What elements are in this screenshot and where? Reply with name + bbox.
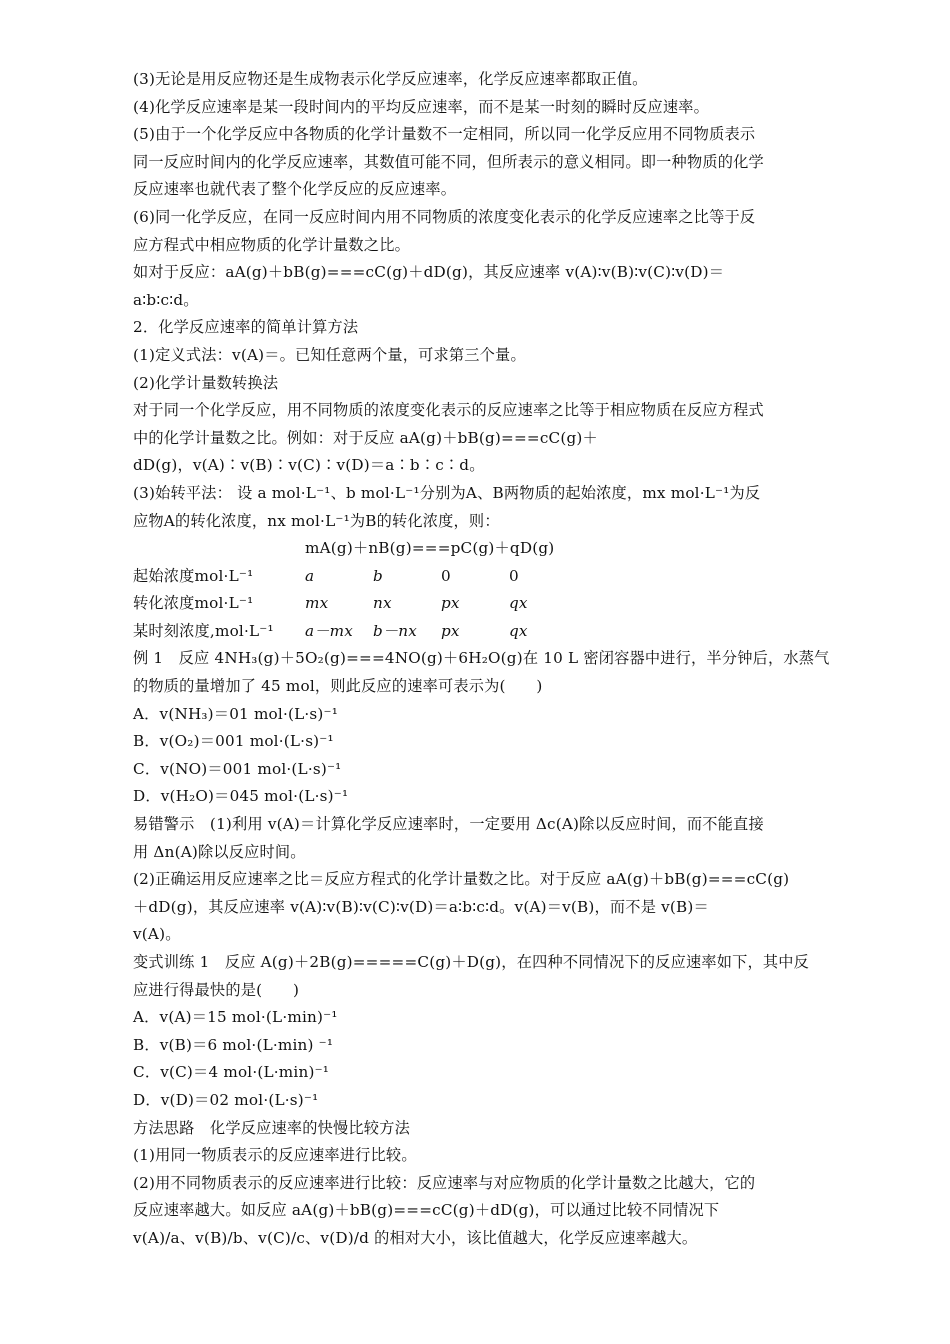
text-line: 反应速率越大。如反应 aA(g)＋bB(g)===cC(g)＋dD(g)，可以通过比较不同情况下: [133, 1201, 720, 1220]
row-label: 转化浓度mol·L⁻¹: [133, 594, 254, 613]
concentration-row-moment: [133, 618, 823, 646]
text-line: a∶b∶c∶d。: [133, 290, 199, 309]
warning-note: 易错警示 (1)利用 v(A)＝计算化学反应速率时，一定要用 Δc(A)除以反应时间，而不能直接: [133, 815, 764, 834]
text-line: (2)正确运用反应速率之比＝反应方程式的化学计量数之比。对于反应 aA(g)＋bB(g)===cC(g): [133, 870, 790, 889]
method-heading: 方法思路 化学反应速率的快慢比较方法: [133, 1118, 410, 1137]
option-b: B．v(O₂)＝001 mol·(L·s)⁻¹: [133, 732, 334, 751]
cell: b－nx: [373, 621, 418, 640]
cell: px: [441, 621, 460, 640]
option-a: A．v(NH₃)＝01 mol·(L·s)⁻¹: [133, 704, 339, 723]
text-line: (3)无论是用反应物还是生成物表示化学反应速率，化学反应速率都取正值。: [133, 70, 648, 88]
option-b: B．v(B)＝6 mol·(L·min) ⁻¹: [133, 1035, 334, 1054]
cell: px: [441, 594, 460, 613]
text-line: (5)由于一个化学反应中各物质的化学计量数不一定相同，所以同一化学反应用不同物质表示: [133, 125, 756, 144]
cell: qx: [509, 594, 528, 613]
text-line: (1)用同一物质表示的反应速率进行比较。: [133, 1146, 417, 1165]
cell: 0: [441, 566, 451, 585]
text-line: (2)用不同物质表示的反应速率进行比较：反应速率与对应物质的化学计量数之比越大，它的: [133, 1173, 756, 1192]
text-line: (3)始转平法： 设 a mol·L⁻¹、b mol·L⁻¹分别为A、B两物质的起始浓度，mx mol·L⁻¹为反: [133, 483, 761, 502]
text-line: 如对于反应：aA(g)＋bB(g)===cC(g)＋dD(g)，其反应速率 v(A)∶v(B)∶v(C)∶v(D)＝: [133, 263, 725, 282]
cell: a: [305, 566, 315, 585]
text-line: (4)化学反应速率是某一段时间内的平均反应速率，而不是某一时刻的瞬时反应速率。: [133, 97, 710, 116]
cell: b: [373, 566, 383, 585]
example-question: 例 1 反应 4NH₃(g)＋5O₂(g)===4NO(g)＋6H₂O(g)在 10 L 密闭容器中进行，半分钟后，水蒸气: [133, 649, 830, 668]
option-a: A．v(A)＝15 mol·(L·min)⁻¹: [133, 1008, 338, 1027]
text-line: (6)同一化学反应，在同一反应时间内用不同物质的浓度变化表示的化学反应速率之比等于反: [133, 207, 756, 226]
text-line: 应方程式中相应物质的化学计量数之比。: [133, 235, 410, 254]
text-line: 中的化学计量数之比。例如：对于反应 aA(g)＋bB(g)===cC(g)＋: [133, 428, 598, 447]
cell: 0: [509, 566, 519, 585]
row-label: 某时刻浓度,mol·L⁻¹: [133, 621, 274, 640]
row-label: 起始浓度mol·L⁻¹: [133, 566, 254, 585]
concentration-row-converted: [133, 590, 823, 618]
text-line: (2)化学计量数转换法: [133, 373, 279, 392]
option-c: C．v(C)＝4 mol·(L·min)⁻¹: [133, 1063, 330, 1082]
text-line: 应进行得最快的是( ): [133, 980, 300, 999]
cell: nx: [373, 594, 392, 613]
text-line: 用 Δn(A)除以反应时间。: [133, 842, 306, 861]
cell: mx: [305, 594, 329, 613]
exercise-question: 变式训练 1 反应 A(g)＋2B(g)=====C(g)＋D(g)，在四种不同情况下的反应速率如下，其中反: [133, 953, 810, 971]
option-c: C．v(NO)＝001 mol·(L·s)⁻¹: [133, 759, 342, 778]
text-line: 反应速率也就代表了整个化学反应的反应速率。: [133, 180, 457, 199]
text-line: dD(g)，v(A)∶v(B)∶v(C)∶v(D)＝a∶b∶c∶d。: [133, 456, 485, 475]
reaction-equation: mA(g)＋nB(g)===pC(g)＋qD(g): [305, 539, 555, 558]
text-line: 应物A的转化浓度，nx mol·L⁻¹为B的转化浓度，则：: [133, 511, 500, 530]
cell: qx: [509, 621, 528, 640]
text-line: ＋dD(g)，其反应速率 v(A)∶v(B)∶v(C)∶v(D)＝a∶b∶c∶d。v(A)＝v(B)，而不是 v(B)＝: [133, 897, 709, 916]
text-line: 对于同一个化学反应，用不同物质的浓度变化表示的反应速率之比等于相应物质在反应方程式: [133, 401, 764, 420]
concentration-row-initial: [133, 563, 823, 591]
text-line: v(A)/a、v(B)/b、v(C)/c、v(D)/d 的相对大小，该比值越大，化学反应速率越大。: [133, 1228, 698, 1247]
text-line: 的物质的量增加了 45 mol，则此反应的速率可表示为( ): [133, 677, 543, 696]
text-line: v(A)。: [133, 925, 181, 944]
text-line: (1)定义式法：v(A)＝。已知任意两个量，可求第三个量。: [133, 345, 526, 364]
text-line: 同一反应时间内的化学反应速率，其数值可能不同，但所表示的意义相同。即一种物质的化学: [133, 152, 764, 171]
document-page: [133, 66, 830, 1253]
option-d: D．v(D)＝02 mol·(L·s)⁻¹: [133, 1090, 319, 1109]
option-d: D．v(H₂O)＝045 mol·(L·s)⁻¹: [133, 787, 349, 806]
section-heading: 2．化学反应速率的简单计算方法: [133, 318, 359, 337]
cell: a－mx: [305, 621, 354, 640]
